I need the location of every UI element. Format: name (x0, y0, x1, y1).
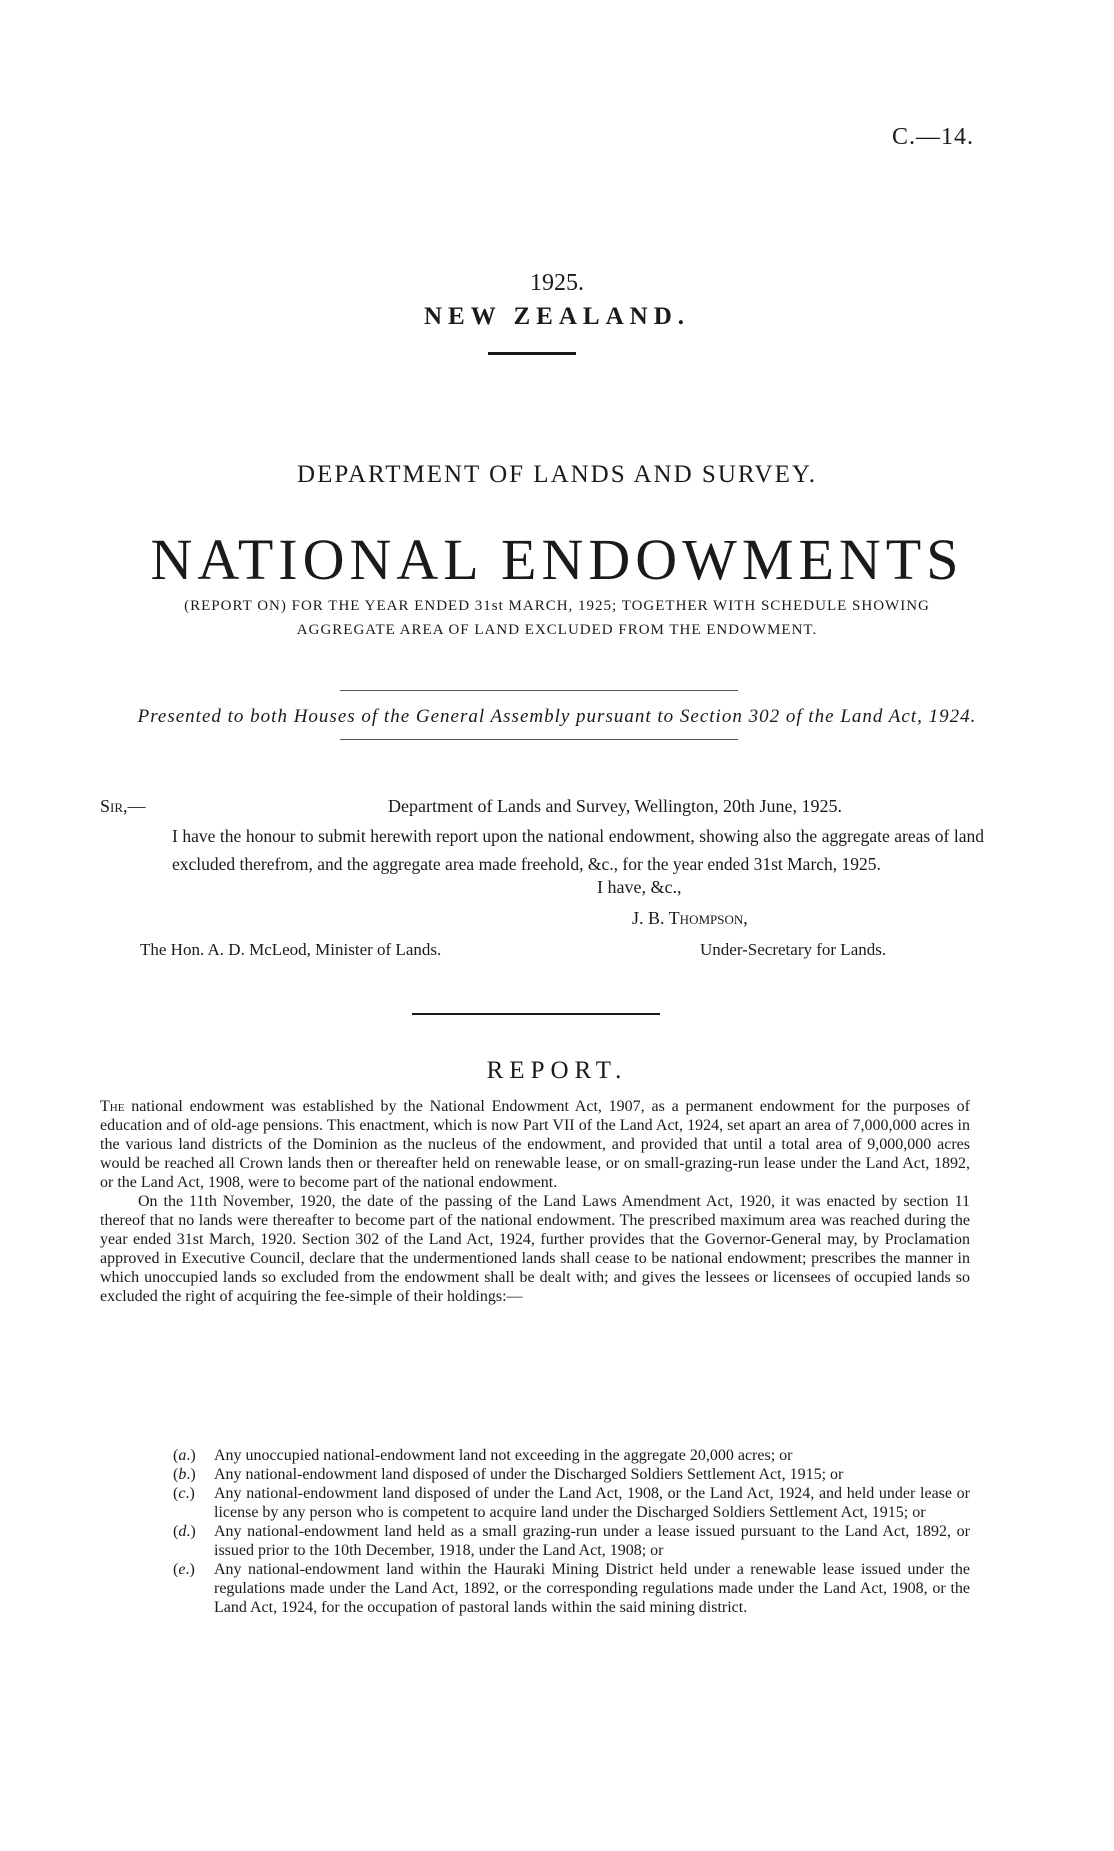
report-lead-word: The (100, 1098, 125, 1115)
letter-dateline: Department of Lands and Survey, Wellington, 20th June, 1925. (388, 796, 842, 816)
list-item-text: Any national-endowment land disposed of under the Discharged Soldiers Settlement Act, 1915; or (214, 1466, 844, 1483)
list-item-label: (d.) (173, 1523, 196, 1540)
subtitle-line-2: AGGREGATE AREA OF LAND EXCLUDED FROM THE ENDOWMENT. (296, 622, 818, 638)
department-heading: DEPARTMENT OF LANDS AND SURVEY. (297, 461, 817, 488)
report-paragraph-1-text: national endowment was established by the National Endowment Act, 1907, as a permanent endowment for the purposes of education and of old-age pensions. This enactment, which is now Part VII of the Land Act, 1924, set apart an area of 7,000,000 acres in the various land districts of the Dominion as the nucleus of the endowment, and provided that until a total area of 9,000,000 acres would be reached all Crown lands then or thereafter held on renewable lease, or on small-grazing-run lease under the Land Act, 1892, or the Land Act, 1908, were to become part of the national endowment. (100, 1098, 971, 1191)
document-subtitle (0, 594, 1114, 642)
presented-rule-top (340, 690, 738, 691)
letter-body-text: I have the honour to submit herewith report upon the national endowment, showing also the aggregate areas of land excluded therefrom, and the aggregate area made freehold, &c., for the year ended 31st March, 1925. (172, 826, 984, 874)
document-reference: C.—14. (891, 124, 974, 150)
country-heading: NEW ZEALAND. (423, 303, 691, 330)
section-divider (412, 1013, 660, 1015)
list-item-text: Any national-endowment land disposed of under the Land Act, 1908, or the Land Act, 1924, and held under lease or license by any person who is competent to acquire land under the Discharged Soldiers Settlement Act, 1915; or (214, 1485, 970, 1521)
list-item (173, 1560, 970, 1617)
list-item-text: Any unoccupied national-endowment land not exceeding in the aggregate 20,000 acres; or (214, 1447, 793, 1464)
list-item-text: Any national-endowment land held as a small grazing-run under a lease issued pursuant to the Land Act, 1892, or issued prior to the 10th December, 1918, under the Land Act, 1908; or (214, 1523, 970, 1559)
exclusion-list (173, 1446, 970, 1617)
letter-body (100, 822, 984, 878)
report-paragraph-1 (100, 1097, 970, 1192)
list-item (173, 1522, 970, 1560)
list-item-label: (b.) (173, 1466, 196, 1483)
list-item-label: (e.) (173, 1561, 195, 1578)
letter-salutation: Sir,— (100, 796, 146, 816)
list-item-label: (a.) (173, 1447, 196, 1464)
year: 1925. (530, 270, 584, 296)
subtitle-line-1: (REPORT ON) FOR THE YEAR ENDED 31st MARCH, 1925; TOGETHER WITH SCHEDULE SHOWING (184, 598, 930, 614)
list-item (173, 1465, 970, 1484)
list-item (173, 1484, 970, 1522)
report-body (100, 1097, 970, 1306)
presented-rule-bottom (340, 739, 738, 740)
letter-closing: I have, &c., (597, 877, 682, 897)
letter-signatory: J. B. Thompson, (632, 908, 748, 928)
report-heading: REPORT. (486, 1057, 628, 1084)
report-paragraph-2: On the 11th November, 1920, the date of the passing of the Land Laws Amendment Act, 1920, it was enacted by section 11 thereof that no lands were thereafter to become part of the national endowment. The prescribed maximum area was reached during the year ended 31st March, 1920. Section 302 of the Land Act, 1924, further provides that the Governor-General may, by Proclamation approved in Executive Council, declare that the undermentioned lands shall cease to be national endowment; prescribes the manner in which unoccupied lands so excluded from the endowment shall be dealt with; and gives the lessees or licensees of occupied lands so excluded the right of acquiring the fee-simple of their holdings:— (100, 1193, 970, 1305)
document-title: NATIONAL ENDOWMENTS (150, 527, 964, 592)
list-item (173, 1446, 970, 1465)
presented-statement: Presented to both Houses of the General Assembly pursuant to Section 302 of the Land Act, 1924. (137, 706, 977, 727)
heading-divider (488, 352, 576, 355)
list-item-text: Any national-endowment land within the Hauraki Mining District held under a renewable lease issued under the regulations made under the Land Act, 1892, or the corresponding regulations made under the Land Act, 1908, or the Land Act, 1924, for the occupation of pastoral lands within the said mining district. (214, 1561, 970, 1616)
list-item-label: (c.) (173, 1485, 195, 1502)
signatory-title: Under-Secretary for Lands. (700, 940, 887, 959)
letter-addressee: The Hon. A. D. McLeod, Minister of Lands. (140, 940, 442, 959)
